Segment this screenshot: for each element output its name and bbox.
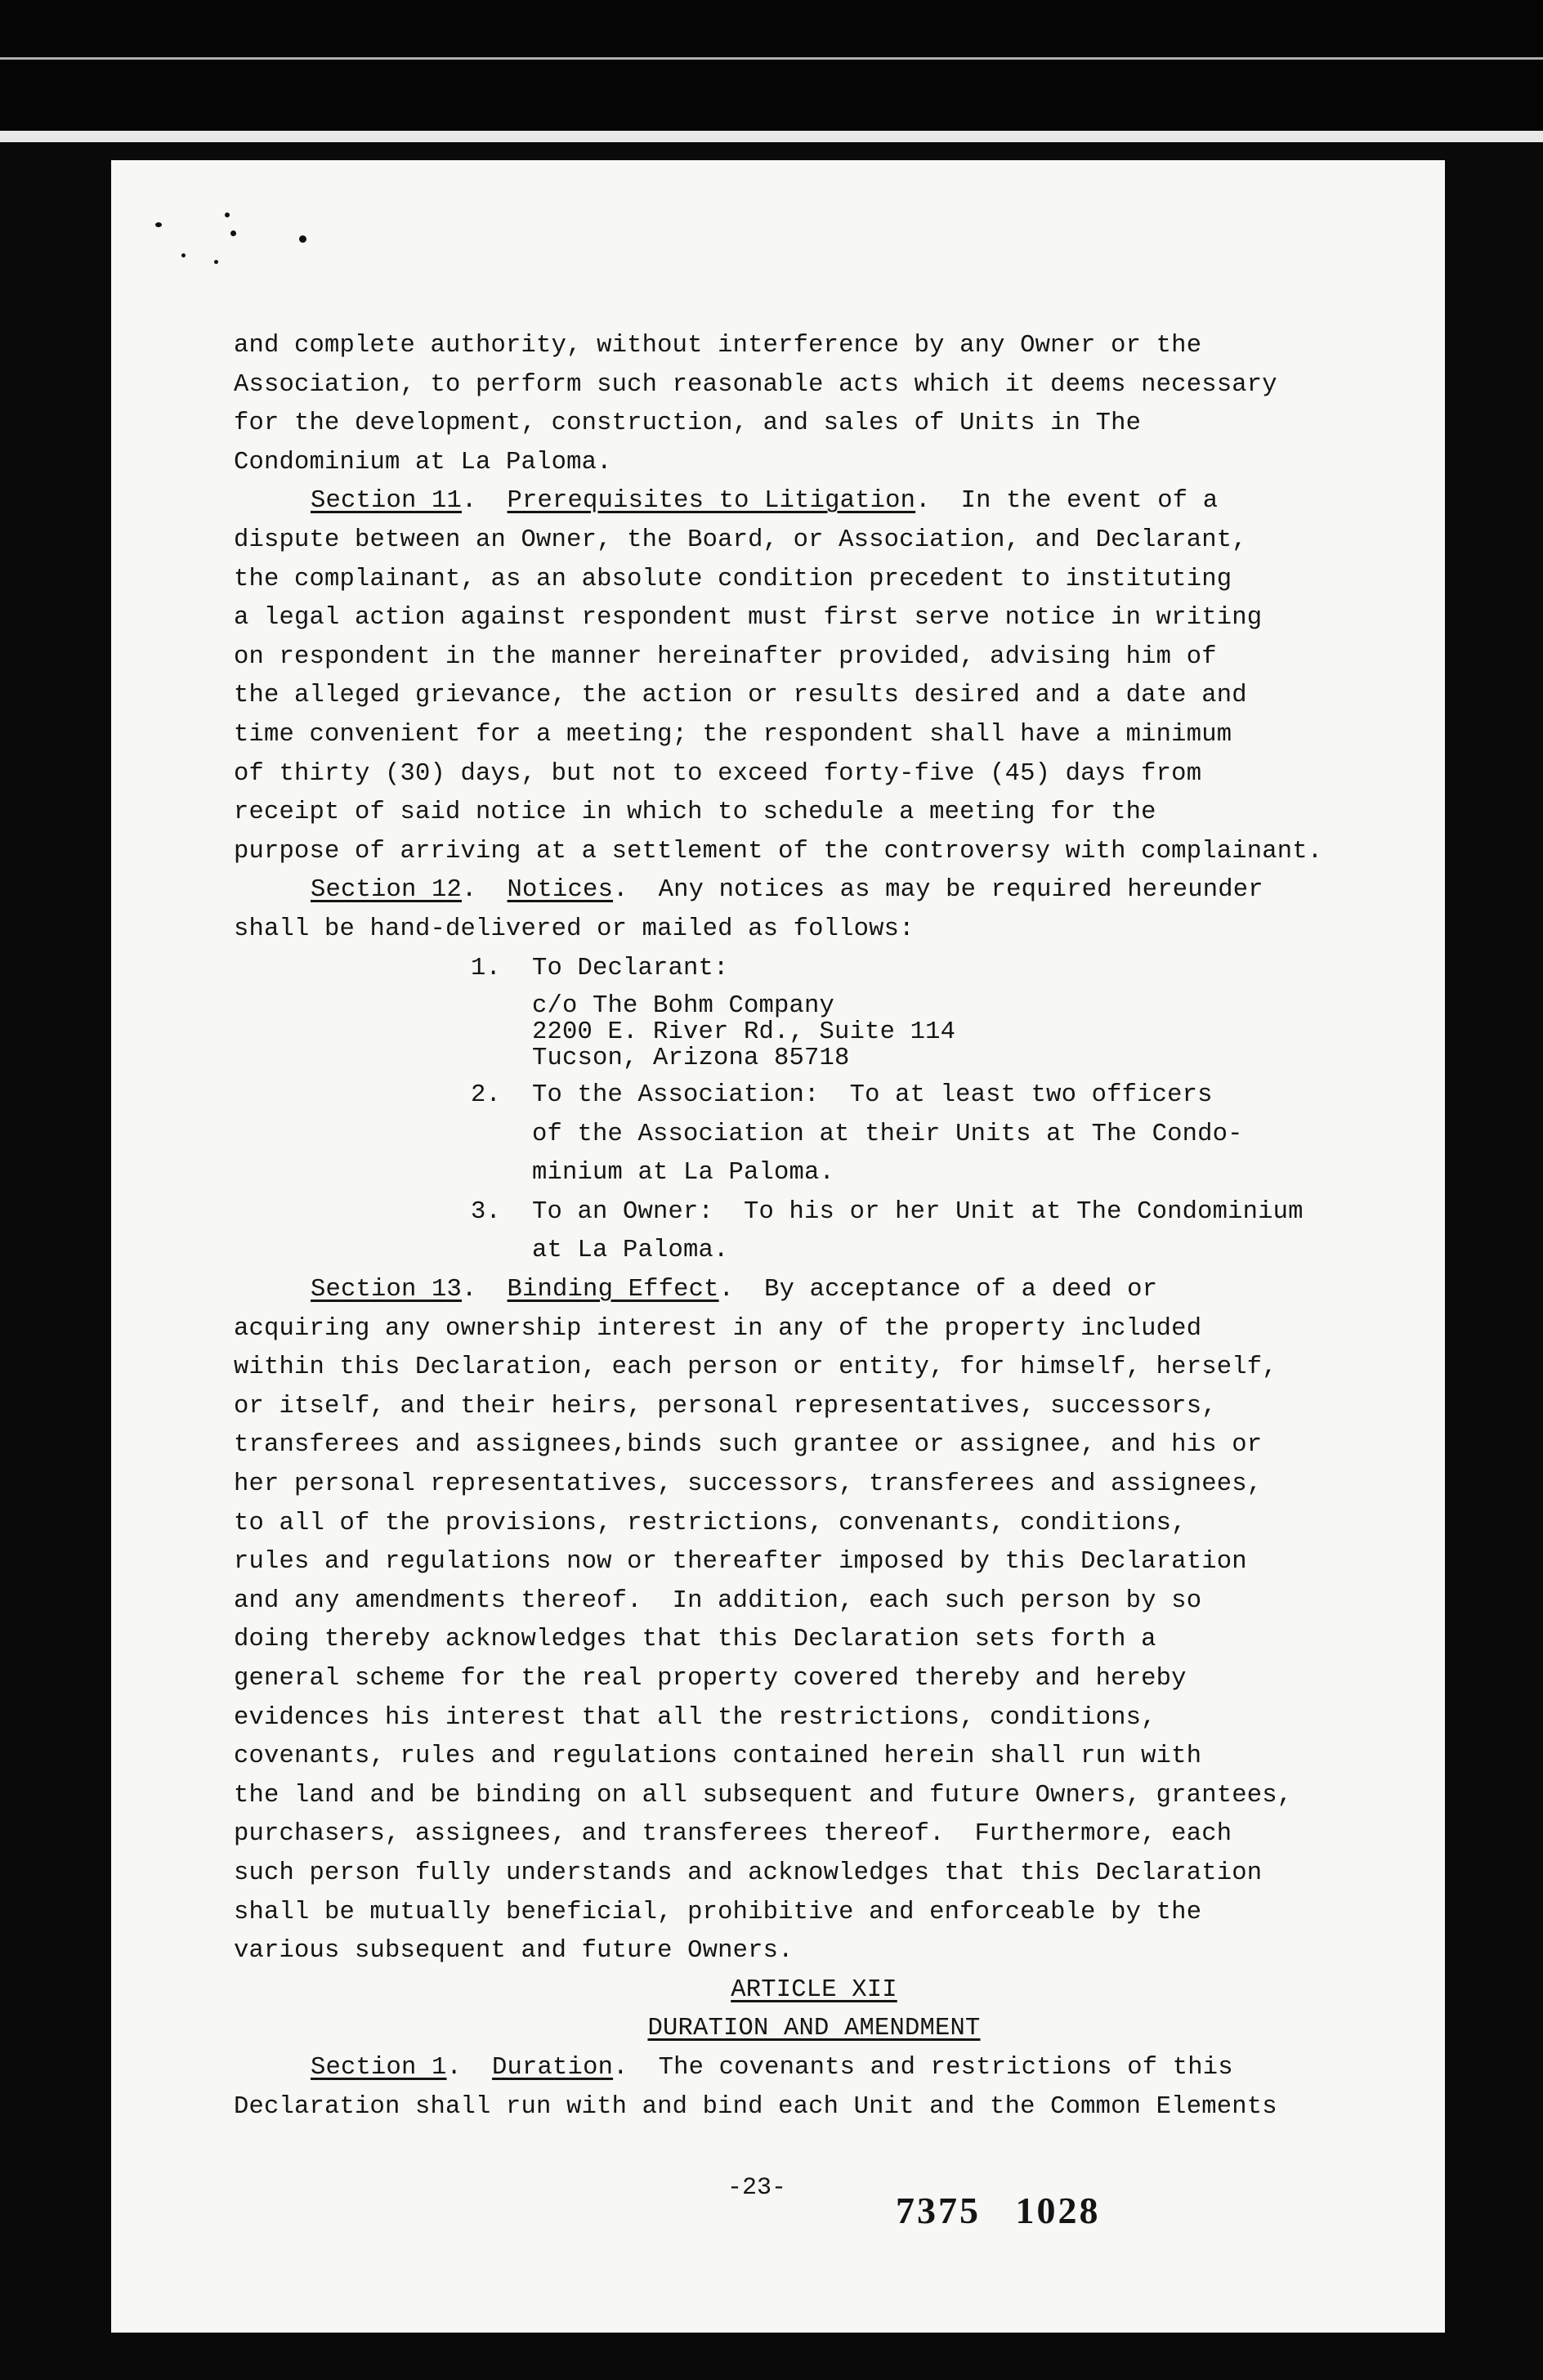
text-line: rules and regulations now or thereafter imposed by this Declaration bbox=[234, 1548, 1247, 1577]
text-line: and complete authority, without interference by any Owner or the bbox=[234, 332, 1202, 360]
scan-speck bbox=[225, 212, 230, 217]
text-line: the complainant, as an absolute condition precedent to instituting bbox=[234, 565, 1232, 593]
section-label: Section 13 bbox=[311, 1276, 463, 1304]
text-line: of thirty (30) days, but not to exceed forty-five (45) days from bbox=[234, 759, 1202, 788]
text-line: Condominium at La Paloma. bbox=[234, 448, 612, 476]
list-number: 1. bbox=[471, 954, 502, 982]
text-line: covenants, rules and regulations contained herein shall run with bbox=[234, 1742, 1202, 1771]
text-line: and any amendments thereof. In addition, each such person by so bbox=[234, 1586, 1202, 1615]
text-run: In the event of a bbox=[930, 487, 1219, 516]
section-12-heading: Section 12. Notices. Any notices as may be required hereunder bbox=[311, 876, 1263, 905]
declarant-address bbox=[234, 988, 1394, 1076]
text-line: purchasers, assignees, and transferees thereof. Furthermore, each bbox=[234, 1820, 1232, 1849]
text-run: To the Association: To at least two officers bbox=[532, 1081, 1213, 1110]
text-line: time convenient for a meeting; the respondent shall have a minimum bbox=[234, 720, 1232, 749]
text-run: By acceptance of a deed or bbox=[734, 1276, 1158, 1304]
text-line: receipt of said notice in which to schedule a meeting for the bbox=[234, 799, 1156, 827]
scan-speck bbox=[181, 253, 186, 257]
list-number: 3. bbox=[471, 1197, 502, 1226]
text-line: the alleged grievance, the action or results desired and a date and bbox=[234, 682, 1247, 710]
list-item-continued: minium at La Paloma. bbox=[532, 1159, 835, 1188]
text-line: general scheme for the real property covered thereby and hereby bbox=[234, 1665, 1187, 1693]
text-run: To an Owner: To his or her Unit at The Condominium bbox=[532, 1197, 1304, 1226]
section-label: Section 1 bbox=[311, 2053, 447, 2082]
scan-line bbox=[0, 57, 1543, 60]
section-label: Section 11 bbox=[311, 487, 463, 516]
section-title: Prerequisites to Litigation bbox=[507, 487, 916, 516]
article-subtitle: DURATION AND AMENDMENT bbox=[647, 2015, 981, 2043]
list-item-continued: of the Association at their Units at The Condo- bbox=[532, 1120, 1243, 1148]
scan-speck bbox=[214, 260, 218, 264]
text-line: various subsequent and future Owners. bbox=[234, 1937, 794, 1966]
text-run: To Declarant: bbox=[532, 954, 729, 982]
text-run: Any notices as may be required hereunder bbox=[628, 876, 1263, 905]
list-item bbox=[234, 1076, 1394, 1116]
article-title: ARTICLE XII bbox=[731, 1975, 897, 2004]
document-number: 7375 1028 bbox=[896, 2190, 1101, 2231]
text-line: transferees and assignees,binds such grantee or assignee, and his or bbox=[234, 1431, 1263, 1460]
text-line: purpose of arriving at a settlement of the controversy with complainant. bbox=[234, 837, 1323, 866]
text-line: Association, to perform such reasonable acts which it deems necessary bbox=[234, 370, 1277, 399]
text-line: a legal action against respondent must first serve notice in writing bbox=[234, 604, 1263, 633]
scan-speck bbox=[299, 235, 306, 243]
text-line: within this Declaration, each person or entity, for himself, herself, bbox=[234, 1353, 1277, 1382]
text-run: The covenants and restrictions of this bbox=[628, 2053, 1233, 2082]
scan-top-border bbox=[0, 0, 1543, 131]
text-line: such person fully understands and acknowledges that this Declaration bbox=[234, 1859, 1263, 1887]
text-line: doing thereby acknowledges that this Declaration sets forth a bbox=[234, 1626, 1156, 1654]
text-line: dispute between an Owner, the Board, or Association, and Declarant, bbox=[234, 526, 1247, 554]
list-item bbox=[234, 1193, 1394, 1232]
text-line: to all of the provisions, restrictions, convenants, conditions, bbox=[234, 1509, 1187, 1537]
text-line: shall be mutually beneficial, prohibitive and enforceable by the bbox=[234, 1898, 1202, 1926]
text-line: on respondent in the manner hereinafter provided, advising him of bbox=[234, 642, 1217, 671]
text-line: or itself, and their heirs, personal representatives, successors, bbox=[234, 1392, 1217, 1420]
text-line: for the development, construction, and sales of Units in The bbox=[234, 409, 1142, 438]
section-label: Section 12 bbox=[311, 876, 463, 905]
section-13-heading: Section 13. Binding Effect. By acceptance of a deed or bbox=[311, 1276, 1158, 1304]
address-line: 2200 E. River Rd., Suite 114 bbox=[532, 1018, 956, 1047]
scan-speck bbox=[155, 222, 162, 227]
scan-speck bbox=[230, 230, 236, 236]
list-number: 2. bbox=[471, 1081, 502, 1110]
text-line: her personal representatives, successors, transferees and assignees, bbox=[234, 1470, 1263, 1499]
document-body bbox=[234, 327, 1394, 2127]
page-number: -23- bbox=[727, 2174, 787, 2202]
text-line: the land and be binding on all subsequent and future Owners, grantees, bbox=[234, 1781, 1293, 1810]
address-line: Tucson, Arizona 85718 bbox=[532, 1045, 850, 1073]
section-title: Binding Effect bbox=[507, 1276, 719, 1304]
text-line: evidences his interest that all the restrictions, conditions, bbox=[234, 1703, 1156, 1732]
text-line: acquiring any ownership interest in any of the property included bbox=[234, 1314, 1202, 1343]
list-item bbox=[234, 950, 1394, 989]
section-11-heading: Section 11. Prerequisites to Litigation. In the event of a bbox=[311, 487, 1219, 516]
list-item-continued: at La Paloma. bbox=[532, 1237, 729, 1265]
section-title: Notices bbox=[507, 876, 614, 905]
text-line: shall be hand-delivered or mailed as follows: bbox=[234, 915, 915, 943]
notice-list bbox=[234, 950, 1394, 1272]
article-12-section-1-heading: Section 1. Duration. The covenants and restrictions of this bbox=[311, 2053, 1233, 2082]
address-line: c/o The Bohm Company bbox=[532, 992, 835, 1021]
text-line: Declaration shall run with and bind each Unit and the Common Elements bbox=[234, 2092, 1277, 2121]
section-title: Duration bbox=[492, 2053, 614, 2082]
scan-band bbox=[0, 131, 1543, 142]
